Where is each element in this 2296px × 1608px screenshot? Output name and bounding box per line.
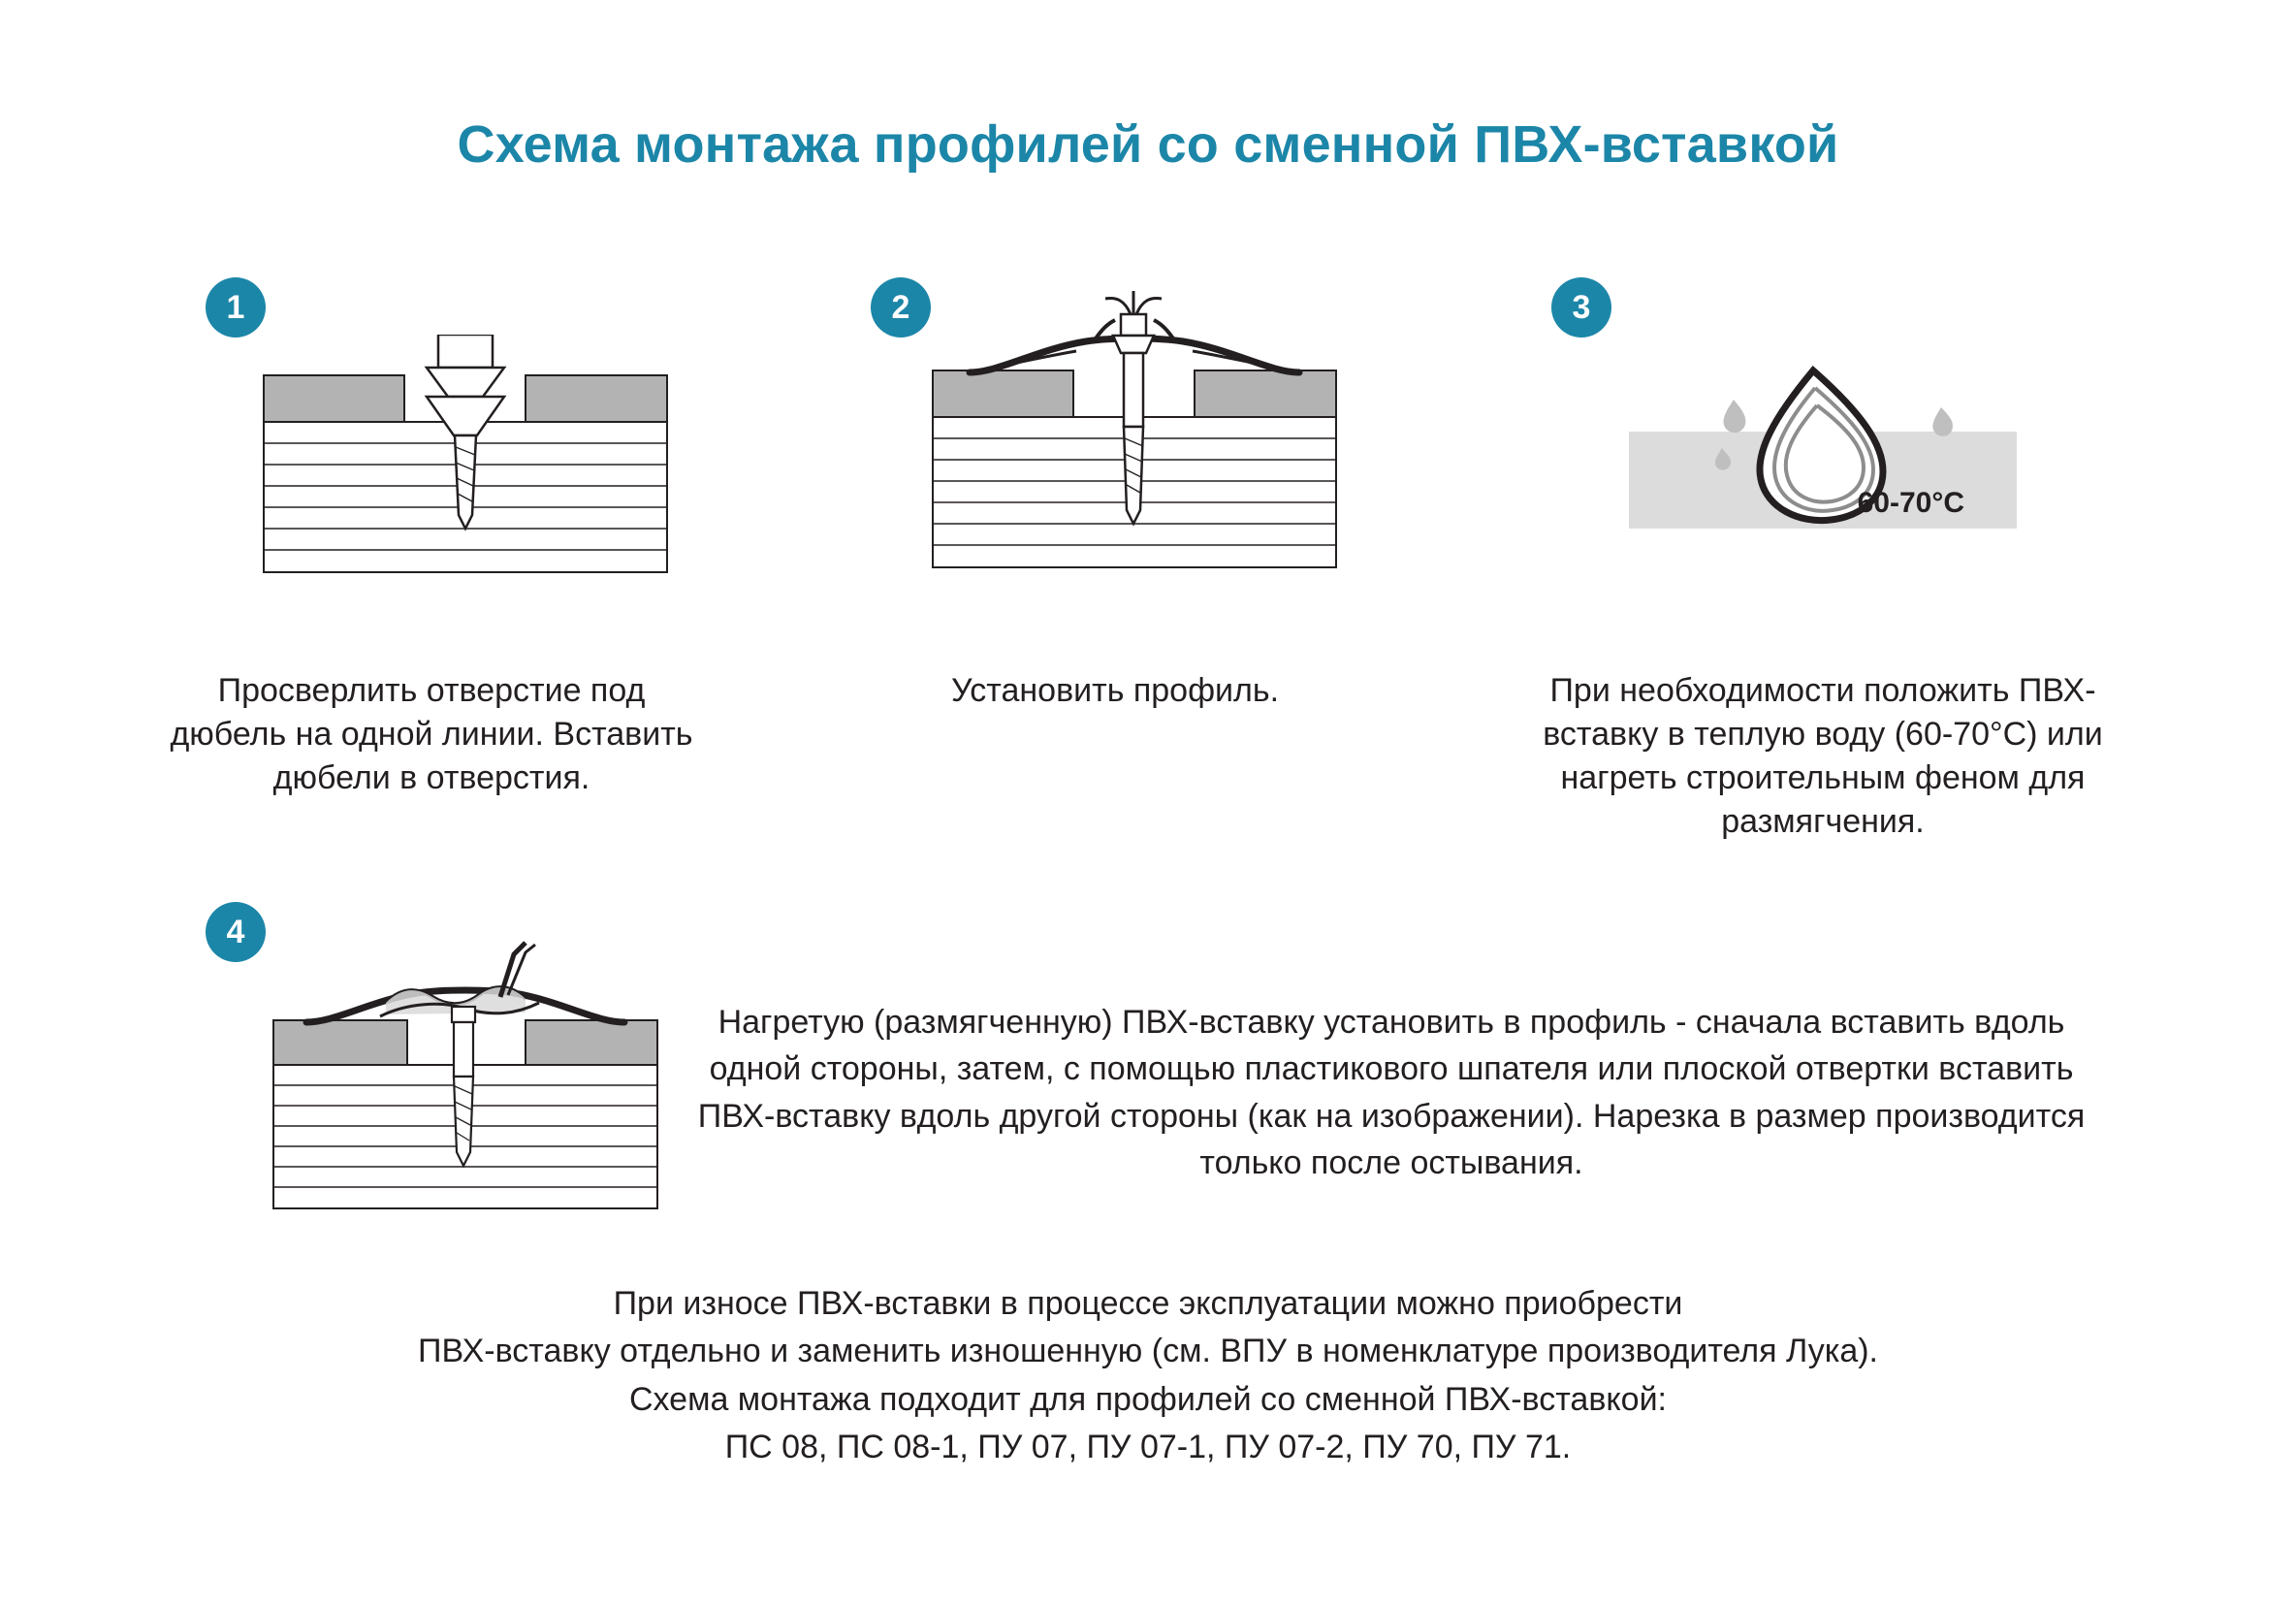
step-caption-4: Нагретую (размягченную) ПВХ-вставку установить в профиль - сначала вставить вдоль одной стороны, затем, с помощью пластикового шпателя или плоской отвертки вставить ПВХ-вставку вдоль другой стороны (как на изображении). Нарезка в размер производится только после остывания.	[697, 1004, 2086, 1181]
step-number-badge-2: 2	[871, 277, 931, 338]
step-number-badge-4: 4	[206, 902, 266, 962]
step-caption-1: Просверлить отверстие под дюбель на одной линии. Вставить дюбели в отверстия.	[170, 672, 693, 796]
step-caption-3: При необходимости положить ПВХ-вставку в теплую воду (60-70°C) или нагреть строительным феном для размягчения.	[1543, 672, 2103, 840]
step-number-badge-3: 3	[1551, 277, 1611, 338]
temperature-label: 60-70°C	[1857, 487, 1964, 519]
page-title: Схема монтажа профилей со сменной ПВХ-вставкой	[457, 115, 1839, 174]
footer-note	[178, 1280, 2118, 1471]
footer-line-4: ПС 08, ПС 08-1, ПУ 07, ПУ 07-1, ПУ 07-2, ПУ 70, ПУ 71.	[724, 1428, 1572, 1465]
footer-line-2: ПВХ-вставку отдельно и заменить изношенную (см. ВПУ в номенклатуре производителя Лука).	[418, 1333, 1878, 1370]
install-profile-illustration	[931, 291, 1338, 596]
step-caption-2: Установить профиль.	[950, 672, 1280, 709]
insert-pvc-illustration	[271, 931, 659, 1217]
footer-line-1: При износе ПВХ-вставки в процессе эксплуатации можно приобрести	[613, 1285, 1683, 1322]
step-number-badge-1: 1	[206, 277, 266, 338]
heat-insert-illustration	[1629, 359, 2017, 558]
drill-hole-illustration	[262, 335, 669, 601]
footer-line-3: Схема монтажа подходит для профилей со сменной ПВХ-вставкой:	[628, 1380, 1668, 1418]
